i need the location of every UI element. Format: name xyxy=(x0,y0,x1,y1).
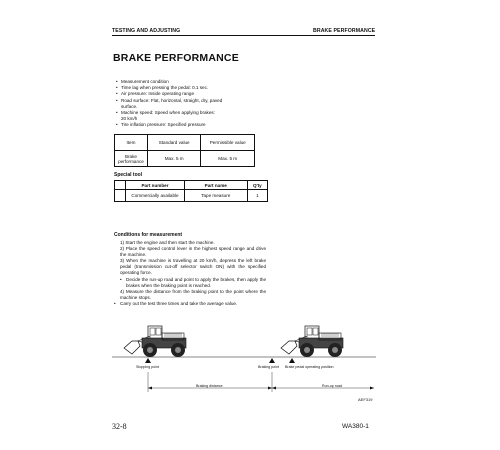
table-cell: Max. 5 m xyxy=(201,151,255,167)
table-header-row xyxy=(115,181,268,190)
list-item: • Measurement condition xyxy=(116,79,266,85)
model-number: WA380-1 xyxy=(342,423,369,430)
page-number: 32-8 xyxy=(112,422,127,431)
list-item: • Time lag when pressing the pedal: 0.1 sec. xyxy=(116,85,266,91)
performance-table xyxy=(114,134,255,167)
special-tool-title: Special tool xyxy=(114,172,143,178)
bullet-icon: • xyxy=(114,300,116,306)
stopping-point-arrow-icon xyxy=(145,358,151,363)
procedure-step: 2) Place the speed control lever in the highest speed range and drive the machine. xyxy=(120,246,266,258)
brake-operating-position-label: Brake pedal operating position xyxy=(285,365,334,369)
list-item xyxy=(116,110,266,122)
table-header-cell: Part name xyxy=(184,181,247,190)
procedure-step: 1) Start the engine and then start the machine. xyxy=(120,240,215,245)
list-item-line: surface. xyxy=(121,103,138,109)
table-cell: Max. 5 m xyxy=(147,151,200,167)
procedure-note xyxy=(114,277,266,289)
brake-position-arrow-icon xyxy=(289,358,295,363)
list-item-line: 20 km/h xyxy=(121,116,138,122)
wheel-loader-stopped-icon xyxy=(124,326,186,357)
braking-distance-label: Braking distance xyxy=(196,384,223,388)
header-page-topic: BRAKE PERFORMANCE xyxy=(313,28,376,34)
procedure-step: 4) Measure the distance from the braking point to the point where the machine stops. xyxy=(120,288,266,300)
table-row xyxy=(115,151,255,167)
braking-point-label: Braking point xyxy=(258,365,279,369)
page-title: BRAKE PERFORMANCE xyxy=(113,52,239,64)
procedure-title: Conditions for measurement xyxy=(114,232,183,238)
figure-code: AEF319 xyxy=(358,397,373,402)
procedure-note xyxy=(114,301,266,307)
list-item-line: • Road surface: Flat, horizontal, straight, dry, paved xyxy=(121,97,223,103)
procedure-steps xyxy=(114,240,266,307)
list-item-line: • Machine speed: Speed when applying brakes: xyxy=(121,110,215,116)
braking-test-diagram xyxy=(112,312,376,402)
table-header-cell: Q'ty xyxy=(247,181,267,190)
arrow-right-icon xyxy=(268,387,272,390)
list-item: • Tire inflation pressure: Specified pressure xyxy=(116,122,266,128)
table-cell: Brake performance xyxy=(115,151,148,167)
table-row xyxy=(115,190,268,202)
table-header-cell: Part number xyxy=(126,181,185,190)
procedure-step: 3) When the machine is travelling at 20 km/h, depress the left brake pedal (transmission cut-off selector switch ON) with the specified operating force. xyxy=(120,258,266,276)
table-cell: Commercially available xyxy=(126,190,185,202)
table-header-cell: Permissible value xyxy=(201,135,255,151)
braking-point-arrow-icon xyxy=(269,358,275,363)
stopping-point-label: Stopping point xyxy=(136,365,159,369)
procedure-note-text: Decide the run-up road and point to apply the brakes, then apply the brakes when the braking point is reached. xyxy=(126,276,266,288)
table-header-row xyxy=(115,135,255,151)
table-cell xyxy=(115,190,126,202)
table-header-cell: Standard value xyxy=(147,135,200,151)
table-cell: 1 xyxy=(247,190,267,202)
arrow-left-icon xyxy=(272,387,276,390)
bullet-icon: • xyxy=(120,276,122,282)
list-item xyxy=(116,98,266,110)
table-header-cell: Item xyxy=(115,135,148,151)
arrow-right-icon xyxy=(370,387,374,390)
procedure-note-text: Carry out the test three times and take the average value. xyxy=(120,300,238,306)
special-tool-table xyxy=(114,180,268,202)
wheel-loader-braking-icon xyxy=(281,326,343,357)
header-section-title: TESTING AND ADJUSTING xyxy=(112,28,181,34)
measurement-conditions-list xyxy=(116,79,266,129)
header-rule xyxy=(112,35,375,36)
list-item: • Air pressure: Inside operating range xyxy=(116,91,266,97)
table-cell: Tape measure xyxy=(184,190,247,202)
run-up-road-label: Run-up road xyxy=(322,384,342,388)
table-header-cell xyxy=(115,181,126,190)
arrow-left-icon xyxy=(148,387,152,390)
